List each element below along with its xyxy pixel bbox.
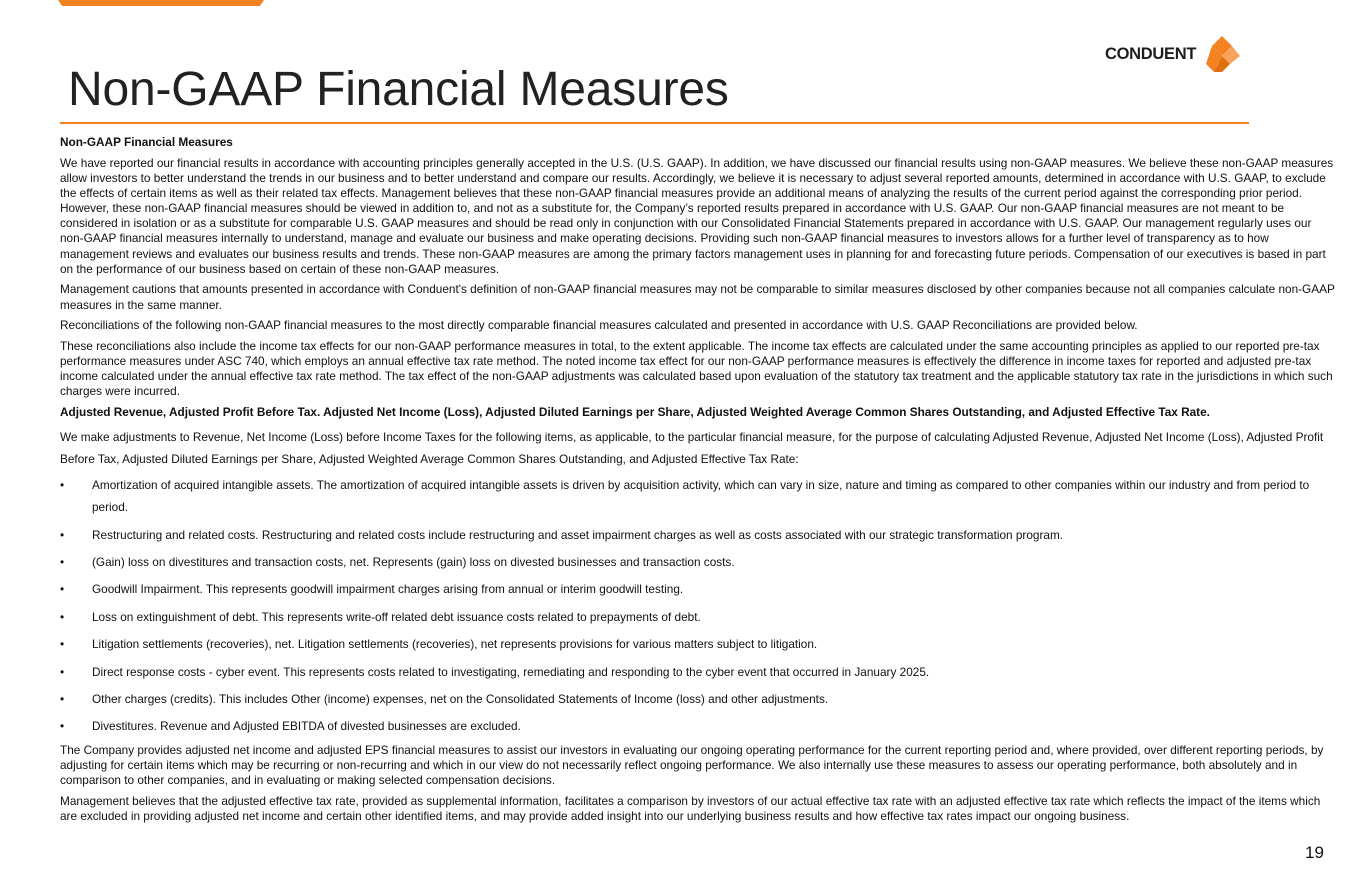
adjustment-list (60, 474, 1335, 737)
list-item-text: Divestitures. Revenue and Adjusted EBITDA of divested businesses are excluded. (92, 719, 521, 734)
bullet-marker: • (60, 691, 65, 706)
paragraph: We have reported our financial results in accordance with accounting principles generally accepted in the U.S. (U.S. GAAP). In addition, we have discussed our financial results using non-GAAP measures. We believe these non-GAAP measures allow investors to better understand the trends in our business and to better understand and compare our results. Accordingly, we believe it is necessary to adjust several reported amounts, determined in accordance with U.S. GAAP, to exclude the effects of certain items as well as their related tax effects. Management believes that these non-GAAP financial measures provide an additional means of analyzing the results of the current period against the corresponding prior period. However, these non-GAAP financial measures should be viewed in addition to, and not as a substitute for, the Company’s reported results prepared in accordance with U.S. GAAP. Our non-GAAP financial measures are not meant to be considered in isolation or as a substitute for comparable U.S. GAAP measures and should be read only in conjunction with our Consolidated Financial Statements prepared in accordance with U.S. GAAP. Our management regularly uses our non-GAAP financial measures internally to understand, manage and evaluate our business and make operating decisions. Providing such non-GAAP financial measures to investors allows for a further level of transparency as to how management reviews and evaluates our business results and trends. These non-GAAP measures are among the primary factors management uses in planning for and forecasting future periods. Compensation of our executives is based in part on the performance of our business based on certain of these non-GAAP measures. (60, 156, 1334, 276)
list-item-text: Amortization of acquired intangible assets. The amortization of acquired intangible assets is driven by acquisition activity, which can vary in size, nature and timing as compared to other companies within our industry and from period to period. (92, 478, 1310, 515)
adjusted-intro: We make adjustments to Revenue, Net Income (Loss) before Income Taxes for the following items, as applicable, to the particular financial measure, for the purpose of calculating Adjusted Revenue, Adjusted Net Income (Loss), Adjusted Profit Before Tax, Adjusted Diluted Earnings per Share, Adjusted Weighted Average Common Shares Outstanding, and Adjusted Effective Tax Rate: (60, 430, 1324, 467)
list-item-text: Restructuring and related costs. Restructuring and related costs include restructuring and asset impairment charges as well as costs associated with our strategic transformation program. (92, 527, 1064, 542)
title-underline (60, 122, 1249, 124)
bullet-marker: • (60, 478, 65, 493)
section-heading: Non-GAAP Financial Measures (60, 135, 233, 149)
bullet-marker: • (60, 554, 65, 569)
paragraph: These reconciliations also include the income tax effects for our non-GAAP performance measures in total, to the extent applicable. The income tax effects are calculated under the same accounting principles as applied to our reported pre-tax performance measures under ASC 740, which employs an annual effective tax rate method. The noted income tax effect for our non-GAAP performance measures is effectively the difference in income taxes for reported and adjusted pre-tax income calculated under the annual effective tax rate method. The tax effect of the non-GAAP adjustments was calculated based upon evaluation of the statutory tax treatment and the applicable statutory tax rate in the jurisdictions in which such charges were incurred. (60, 339, 1333, 399)
list-item (60, 578, 1335, 600)
bullet-marker: • (60, 609, 65, 624)
slide-body (60, 135, 1335, 830)
paragraph: The Company provides adjusted net income and adjusted EPS financial measures to assist our investors in evaluating our ongoing operating performance for the current reporting period and, where provided, over different reporting periods, by adjusting for certain items which may be recurring or non-recurring and which in our view do not necessarily reflect ongoing performance. We also internally use these measures to assess our operating performance, both absolutely and in comparison to other companies, and in evaluating or making selected compensation decisions. (60, 742, 1324, 787)
bullet-marker: • (60, 582, 65, 597)
list-item-text: Loss on extinguishment of debt. This represents write-off related debt issuance costs related to prepayments of debt. (92, 609, 701, 624)
conduent-logo-icon (1202, 34, 1242, 74)
list-item (60, 524, 1335, 546)
list-item (60, 633, 1335, 655)
list-item-text: (Gain) loss on divestitures and transaction costs, net. Represents (gain) loss on divested businesses and transaction costs. (92, 554, 735, 569)
bullet-marker: • (60, 637, 65, 652)
bullet-marker: • (60, 527, 65, 542)
top-accent-bar (58, 0, 264, 6)
list-item-text: Litigation settlements (recoveries), net. Litigation settlements (recoveries), net represents provisions for various matters subject to litigation. (92, 637, 818, 652)
list-item (60, 661, 1335, 683)
bullet-marker: • (60, 719, 65, 734)
list-item (60, 688, 1335, 710)
adjusted-measures-heading: Adjusted Revenue, Adjusted Profit Before Tax. Adjusted Net Income (Loss), Adjusted Diluted Earnings per Share, Adjusted Weighted Average Common Shares Outstanding, and Adjusted Effective Tax Rate. (60, 405, 1210, 420)
bullet-marker: • (60, 664, 65, 679)
list-item (60, 606, 1335, 628)
logo-wordmark: CONDUENT (1105, 44, 1197, 63)
paragraph: Management cautions that amounts presented in accordance with Conduent's definition of non-GAAP financial measures may not be comparable to similar measures disclosed by other companies because not all companies calculate non-GAAP measures in the same manner. (60, 282, 1335, 312)
paragraph: Management believes that the adjusted effective tax rate, provided as supplemental information, facilitates a comparison by investors of our actual effective tax rate with an adjusted effective tax rate which reflects the impact of the items which are excluded in providing adjusted net income and certain other identified items, and may provide added insight into our underlying business results and how effective tax rates impact our ongoing business. (60, 793, 1321, 823)
list-item-text: Direct response costs - cyber event. This represents costs related to investigating, remediating and responding to the cyber event that occurred in January 2025. (92, 664, 930, 679)
list-item-text: Goodwill Impairment. This represents goodwill impairment charges arising from annual or interim goodwill testing. (92, 582, 684, 597)
list-item (60, 551, 1335, 573)
paragraph: Reconciliations of the following non-GAAP financial measures to the most directly comparable financial measures calculated and presented in accordance with U.S. GAAP Reconciliations are provided below. (60, 318, 1138, 333)
conduent-logo (1105, 33, 1242, 75)
page-title: Non-GAAP Financial Measures (68, 63, 729, 116)
page-number: 19 (1305, 843, 1324, 862)
list-item (60, 715, 1335, 737)
list-item-text: Other charges (credits). This includes Other (income) expenses, net on the Consolidated Statements of Income (loss) and other adjustments. (92, 691, 829, 706)
list-item (60, 474, 1335, 518)
